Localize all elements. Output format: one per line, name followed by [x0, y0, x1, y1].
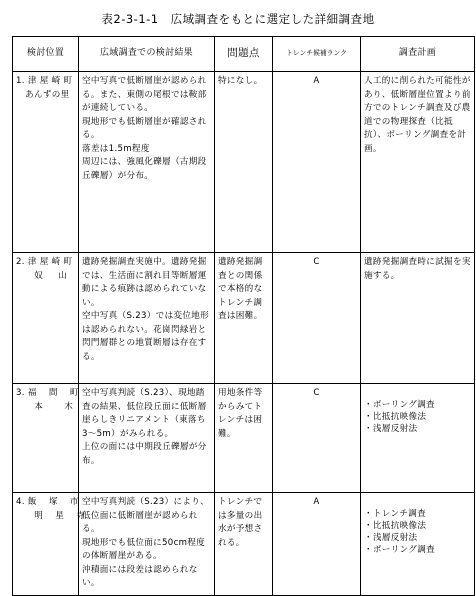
cell-plan: 遺跡発掘調査時に試掘を実施する。: [361, 253, 475, 384]
cell-rank: C: [273, 384, 361, 493]
cell-problems: 特になし。: [215, 72, 273, 253]
cell-location: 3. 福 間 町 本 木: [13, 384, 79, 493]
cell-location: 4. 飯 塚 市 明 星 寺: [13, 493, 79, 596]
survey-table: [12, 36, 475, 596]
header-problems: 問題点: [215, 37, 273, 72]
cell-survey: 空中写真で低断層崖が認められる。また、東側の尾根では鞍部が連続している。 現地形でも低断層崖が確認される。 落差は1.5m程度 周辺には、強風化礫層（古期段丘礫層）が分布。: [79, 72, 215, 253]
header-plan: 調査計画: [361, 37, 475, 72]
plan-item: ・ ボーリング調査: [364, 399, 471, 411]
plan-item: ・ ボーリング調査: [364, 544, 471, 556]
cell-problems: 用地条件等からみてトレンチは困難。: [215, 384, 273, 493]
plan-item: ・ 浅層反射法: [364, 423, 471, 435]
plan-list: [364, 399, 471, 435]
plan-item: ・ 浅層反射法: [364, 532, 471, 544]
header-location: 検討位置: [13, 37, 79, 72]
cell-plan: [361, 493, 475, 596]
table-row: [13, 493, 475, 596]
plan-item: ・ トレンチ調査: [364, 508, 471, 520]
cell-survey: 空中写真判読（S.23）により、低位面に低断層崖が認められる。 現地形でも低位面に50cm程度の体断層崖がある。 沖積面には段差は認められない。: [79, 493, 215, 596]
header-survey: 広域調査での検討結果: [79, 37, 215, 72]
cell-plan: 人工的に削られた可能性があり、低断層崖位置より前方でのトレンチ調査及び農道での物理探査（比抵抗）、ボーリング調査を計画。: [361, 72, 475, 253]
cell-rank: C: [273, 253, 361, 384]
cell-problems: 遺跡発掘調査との関係で本格的なトレンチ調査は困難。: [215, 253, 273, 384]
plan-item: ・ 比抵抗映像法: [364, 411, 471, 423]
cell-rank: A: [273, 72, 361, 253]
table-row: [13, 384, 475, 493]
cell-plan: [361, 384, 475, 493]
table-row: [13, 72, 475, 253]
cell-problems: トレンチでは多量の出水が予想される。: [215, 493, 273, 596]
header-rank: トレンチ候補ランク: [273, 37, 361, 72]
cell-location: 1. 津 屋 崎 町 あんずの里: [13, 72, 79, 253]
cell-survey: 遺跡発掘調査実施中。遺跡発掘では、生活面に割れ目等断層運動による痕跡は認められていない。 空中写真（S.23）では変位地形は認められない。花崗閃緑岩と閃門層群との地質断層は存在する。: [79, 253, 215, 384]
cell-survey: 空中写真判読（S.23）、現地踏査の結果、低位段丘面に低断層崖らしきリニアメント（東落ち3～5m）がみられる。 上位の面には中期段丘礫層が分布。: [79, 384, 215, 493]
plan-list: [364, 508, 471, 556]
table-row: [13, 253, 475, 384]
cell-rank: A: [273, 493, 361, 596]
cell-location: 2. 津 屋 崎 町 奴 山: [13, 253, 79, 384]
table-title: 表2-3-1-1 広域調査をもとに選定した詳細調査地: [101, 12, 375, 26]
header-row: [13, 37, 475, 72]
plan-item: ・ 比抵抗映像法: [364, 520, 471, 532]
